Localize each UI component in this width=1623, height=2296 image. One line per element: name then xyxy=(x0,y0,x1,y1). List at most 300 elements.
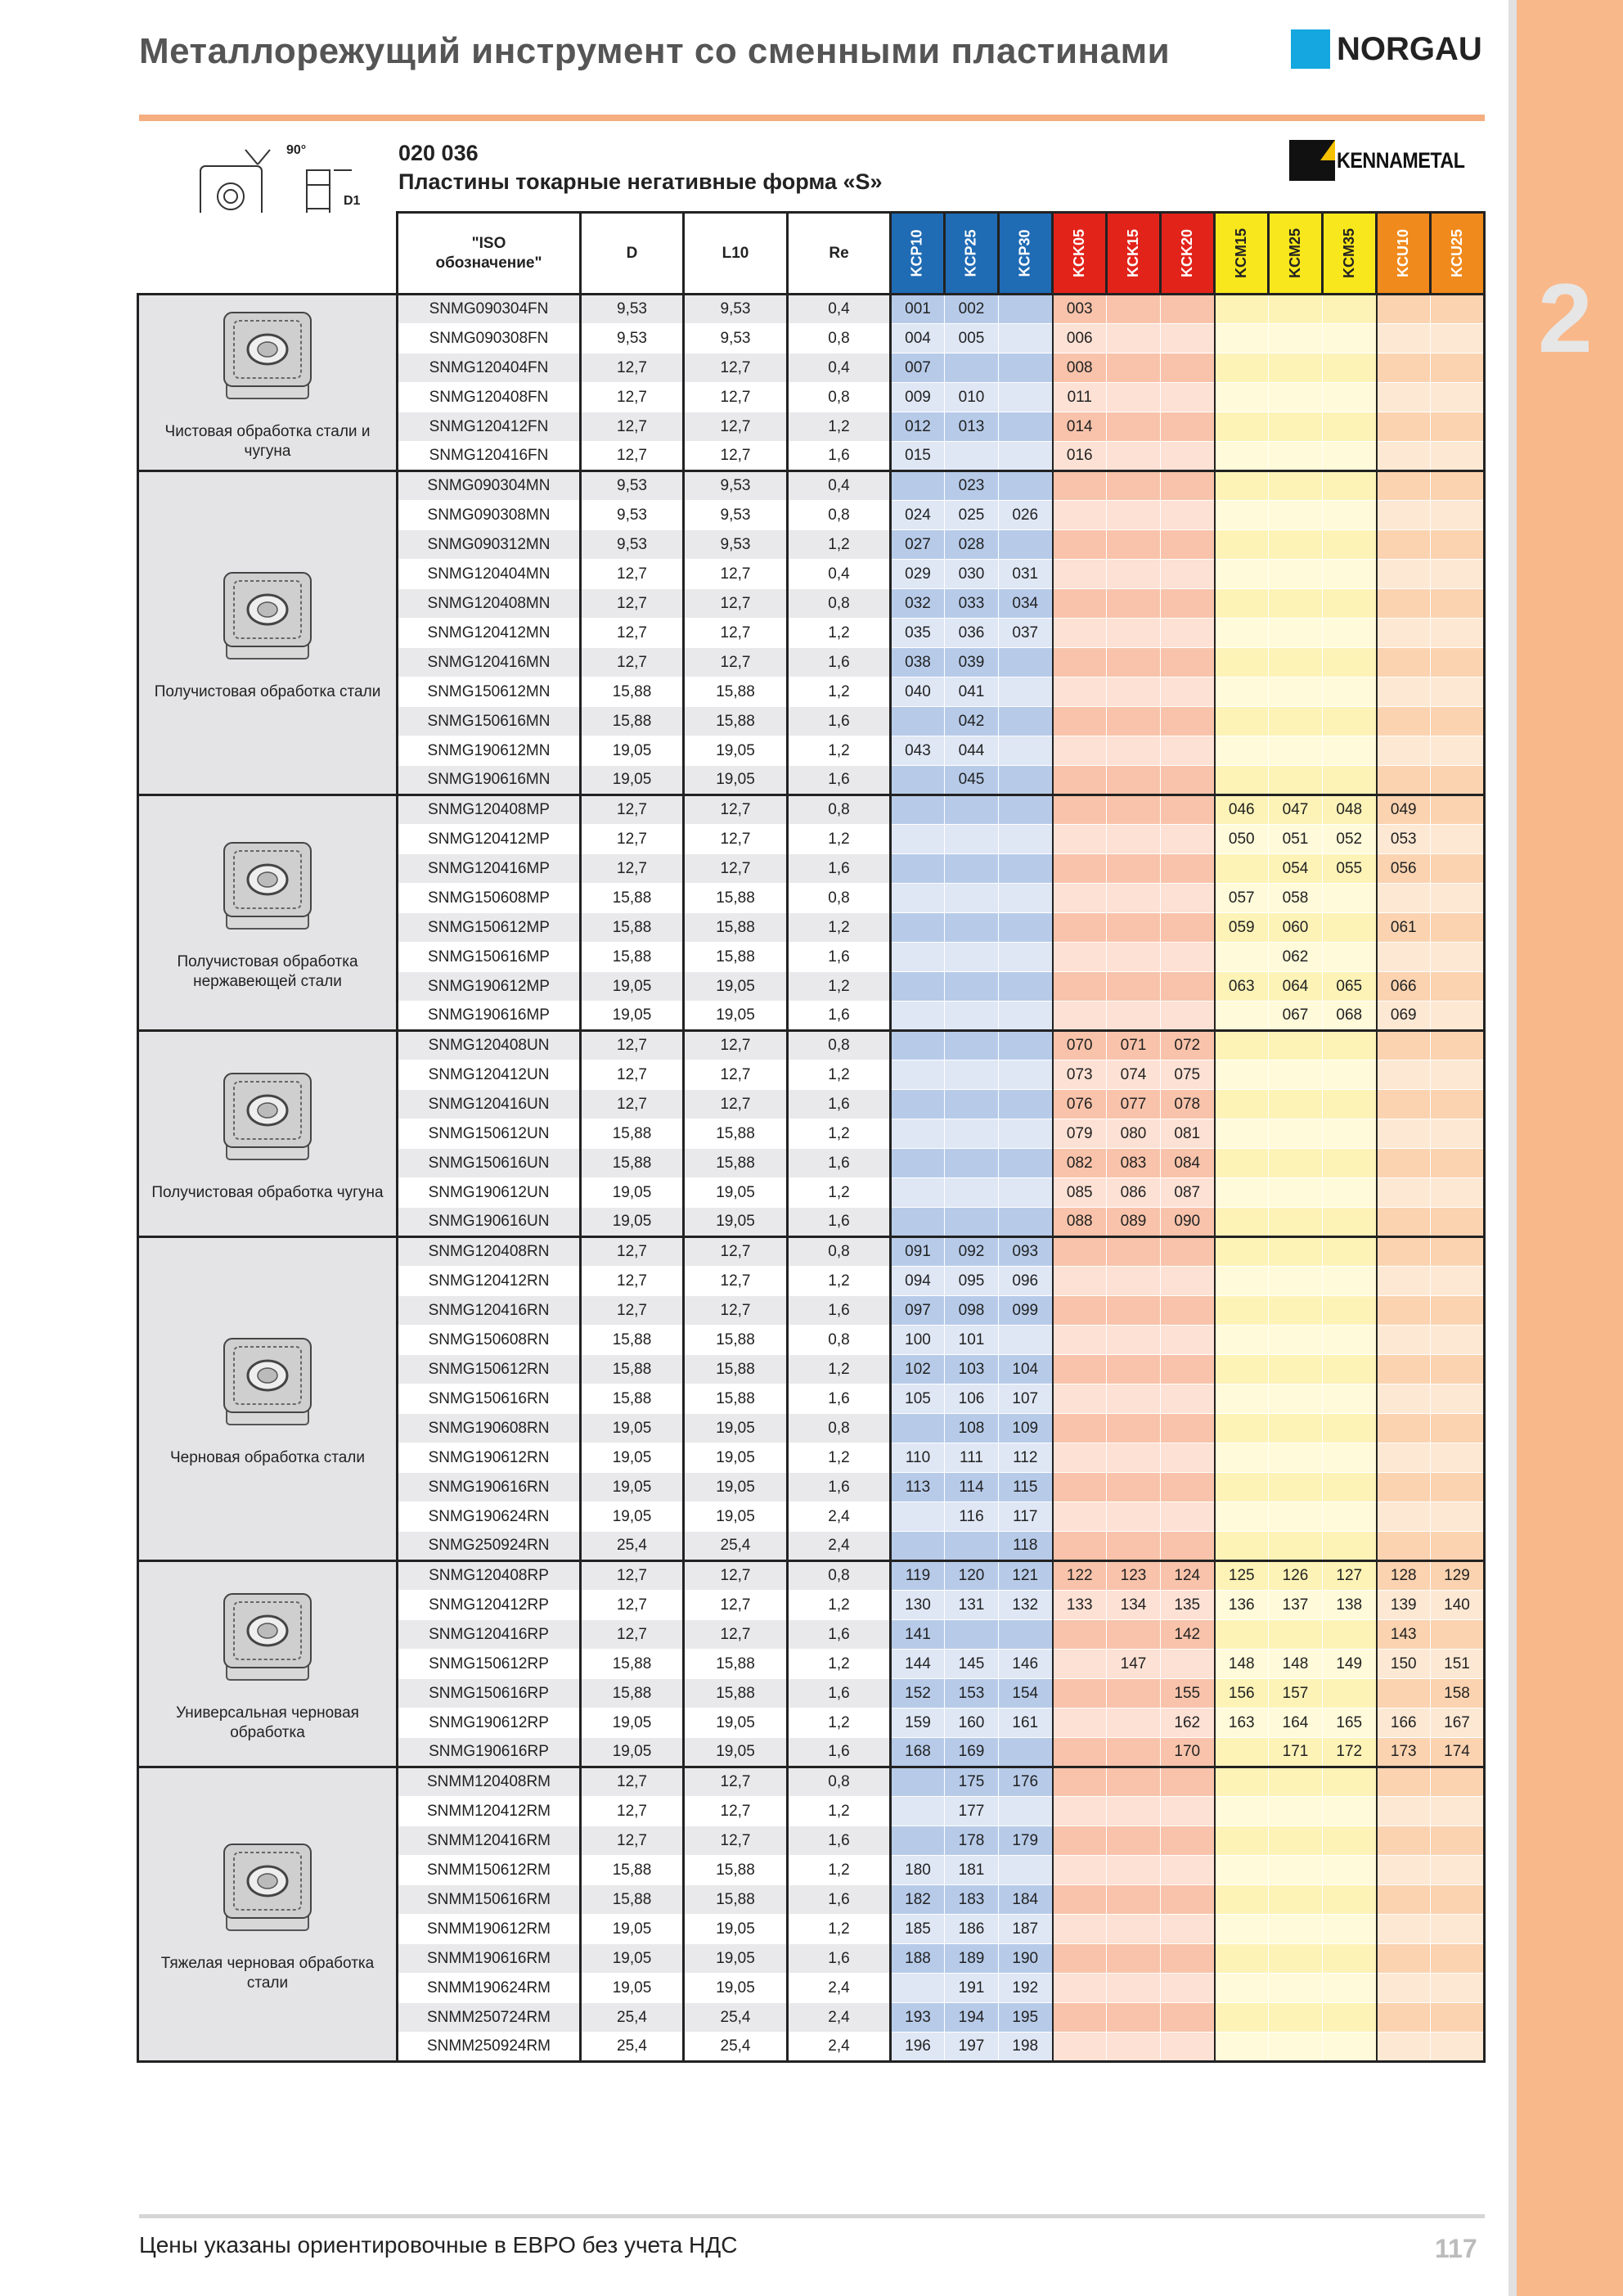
price-code-cell xyxy=(891,1767,945,1797)
price-code-cell xyxy=(891,854,945,884)
d-value-cell: 12,7 xyxy=(581,560,684,589)
price-code-cell xyxy=(1107,412,1161,442)
page-number: 117 xyxy=(1435,2234,1477,2263)
price-code-cell: 087 xyxy=(1161,1178,1215,1208)
l10-value-cell: 19,05 xyxy=(684,766,788,795)
price-code-cell xyxy=(1269,648,1323,678)
iso-designation-cell: SNMM190616RM xyxy=(398,1944,581,1974)
price-code-cell xyxy=(1431,884,1485,913)
price-code-cell xyxy=(1161,795,1215,825)
price-code-cell: 161 xyxy=(999,1708,1053,1738)
price-code-cell: 034 xyxy=(999,589,1053,619)
price-code-cell xyxy=(1377,1679,1431,1708)
price-code-cell: 072 xyxy=(1161,1031,1215,1060)
re-value-cell: 1,2 xyxy=(788,1355,891,1384)
price-code-cell: 099 xyxy=(999,1296,1053,1326)
price-code-cell xyxy=(1107,972,1161,1002)
iso-designation-cell: SNMG250924RN xyxy=(398,1532,581,1561)
price-code-cell xyxy=(1431,1090,1485,1119)
price-code-cell xyxy=(1431,854,1485,884)
iso-designation-cell: SNMG190612UN xyxy=(398,1178,581,1208)
price-code-cell xyxy=(1215,501,1269,530)
price-code-cell: 174 xyxy=(1431,1738,1485,1767)
price-code-cell: 024 xyxy=(891,501,945,530)
price-code-cell xyxy=(999,1208,1053,1237)
price-code-cell xyxy=(1377,501,1431,530)
price-code-cell xyxy=(891,1031,945,1060)
price-code-cell xyxy=(945,1031,999,1060)
price-code-cell: 012 xyxy=(891,412,945,442)
price-code-cell: 058 xyxy=(1269,884,1323,913)
price-code-cell xyxy=(1107,1384,1161,1414)
price-code-cell xyxy=(1431,943,1485,972)
application-group-label: Черновая обработка стали xyxy=(169,1448,366,1466)
l10-value-cell: 15,88 xyxy=(684,707,788,736)
grade-header-label: KCM25 xyxy=(1286,227,1303,278)
price-code-cell: 176 xyxy=(999,1767,1053,1797)
price-code-cell: 049 xyxy=(1377,795,1431,825)
l10-value-cell: 12,7 xyxy=(684,1267,788,1296)
price-code-cell: 153 xyxy=(945,1679,999,1708)
price-code-cell xyxy=(1323,442,1377,471)
price-code-cell: 090 xyxy=(1161,1208,1215,1237)
re-value-cell: 2,4 xyxy=(788,1532,891,1561)
price-code-cell xyxy=(1323,1296,1377,1326)
price-code-cell xyxy=(1215,560,1269,589)
price-code-cell xyxy=(1431,1767,1485,1797)
price-code-cell xyxy=(1377,1060,1431,1090)
price-code-cell xyxy=(1053,1708,1107,1738)
application-group-cell xyxy=(138,1031,398,1237)
l10-value-cell: 12,7 xyxy=(684,1561,788,1591)
price-code-cell xyxy=(1107,1797,1161,1826)
iso-designation-cell: SNMG150616MP xyxy=(398,943,581,972)
price-code-cell xyxy=(1431,1031,1485,1060)
product-code: 020 036 xyxy=(398,141,479,165)
kennametal-logo-icon xyxy=(1289,140,1335,181)
price-code-cell xyxy=(1269,1178,1323,1208)
price-code-cell xyxy=(1377,1237,1431,1267)
price-code-cell: 104 xyxy=(999,1355,1053,1384)
price-code-cell xyxy=(1323,1502,1377,1532)
re-value-cell: 1,6 xyxy=(788,1002,891,1031)
re-value-cell: 0,8 xyxy=(788,1561,891,1591)
price-code-cell xyxy=(999,736,1053,766)
price-code-cell xyxy=(1053,943,1107,972)
price-code-cell: 191 xyxy=(945,1974,999,2003)
price-code-cell xyxy=(1377,1885,1431,1915)
price-code-cell xyxy=(1377,1384,1431,1414)
price-code-cell xyxy=(1215,766,1269,795)
re-value-cell: 0,8 xyxy=(788,501,891,530)
iso-designation-cell: SNMG150616MN xyxy=(398,707,581,736)
price-code-cell: 030 xyxy=(945,560,999,589)
price-code-cell: 143 xyxy=(1377,1620,1431,1650)
price-code-cell xyxy=(1215,1060,1269,1090)
price-code-cell xyxy=(1377,1355,1431,1384)
iso-designation-cell: SNMG090312MN xyxy=(398,530,581,560)
price-code-cell xyxy=(1053,1414,1107,1443)
norgau-logo-icon xyxy=(1291,29,1330,69)
price-code-cell xyxy=(1431,766,1485,795)
d-value-cell: 15,88 xyxy=(581,1149,684,1178)
re-value-cell: 2,4 xyxy=(788,2003,891,2033)
re-value-cell: 1,2 xyxy=(788,1708,891,1738)
price-code-cell xyxy=(891,707,945,736)
price-code-cell: 196 xyxy=(891,2033,945,2062)
price-code-cell xyxy=(1215,1208,1269,1237)
iso-designation-cell: SNMM150616RM xyxy=(398,1885,581,1915)
price-code-cell xyxy=(1377,943,1431,972)
d-value-cell: 15,88 xyxy=(581,1650,684,1679)
price-code-cell: 089 xyxy=(1107,1208,1161,1237)
price-code-cell xyxy=(1377,1208,1431,1237)
price-code-cell: 098 xyxy=(945,1296,999,1326)
column-header-d: D xyxy=(581,213,684,295)
l10-value-cell: 9,53 xyxy=(684,324,788,353)
re-value-cell: 1,2 xyxy=(788,972,891,1002)
price-code-cell xyxy=(1053,1767,1107,1797)
price-code-cell xyxy=(1161,1532,1215,1561)
price-code-cell xyxy=(1377,1178,1431,1208)
price-code-cell: 149 xyxy=(1323,1650,1377,1679)
price-code-cell xyxy=(1053,1502,1107,1532)
price-code-cell xyxy=(1053,1915,1107,1944)
price-code-cell xyxy=(945,913,999,943)
price-code-cell xyxy=(1269,1915,1323,1944)
price-code-cell xyxy=(1431,1002,1485,1031)
price-code-cell: 133 xyxy=(1053,1591,1107,1620)
price-code-cell: 085 xyxy=(1053,1178,1107,1208)
price-code-cell: 118 xyxy=(999,1532,1053,1561)
price-code-cell: 001 xyxy=(891,295,945,324)
re-value-cell: 1,2 xyxy=(788,1856,891,1885)
price-code-cell xyxy=(1215,1355,1269,1384)
price-code-cell xyxy=(1161,442,1215,471)
price-code-cell xyxy=(1377,1767,1431,1797)
price-code-cell xyxy=(1323,324,1377,353)
price-code-cell xyxy=(945,1149,999,1178)
price-code-cell xyxy=(891,1060,945,1090)
price-code-cell xyxy=(945,795,999,825)
re-value-cell: 0,8 xyxy=(788,1414,891,1443)
iso-designation-cell: SNMG190616RP xyxy=(398,1738,581,1767)
d-value-cell: 19,05 xyxy=(581,1708,684,1738)
price-code-cell xyxy=(1377,589,1431,619)
d-value-cell: 25,4 xyxy=(581,1532,684,1561)
price-code-cell xyxy=(1107,471,1161,501)
price-code-cell xyxy=(1323,1208,1377,1237)
price-code-cell xyxy=(999,442,1053,471)
price-code-cell: 093 xyxy=(999,1237,1053,1267)
footer-divider xyxy=(139,2214,1485,2218)
price-code-cell: 192 xyxy=(999,1974,1053,2003)
d-value-cell: 12,7 xyxy=(581,648,684,678)
price-code-cell xyxy=(1431,795,1485,825)
price-code-cell xyxy=(1269,619,1323,648)
price-code-cell: 095 xyxy=(945,1267,999,1296)
price-code-cell xyxy=(1161,1915,1215,1944)
price-code-cell xyxy=(1215,1119,1269,1149)
price-code-cell: 180 xyxy=(891,1856,945,1885)
price-code-cell xyxy=(1377,1149,1431,1178)
price-code-cell xyxy=(1323,530,1377,560)
price-code-cell xyxy=(999,972,1053,1002)
price-code-cell: 171 xyxy=(1269,1738,1323,1767)
price-code-cell xyxy=(1161,1326,1215,1355)
l10-value-cell: 19,05 xyxy=(684,1502,788,1532)
grade-header-label: KCM35 xyxy=(1340,227,1357,278)
application-group-label: Универсальная черновая обработка xyxy=(176,1704,359,1741)
price-code-cell xyxy=(1269,736,1323,766)
price-code-cell xyxy=(1053,1355,1107,1384)
price-code-cell xyxy=(1269,1797,1323,1826)
price-code-cell: 146 xyxy=(999,1650,1053,1679)
price-code-cell xyxy=(1323,1473,1377,1502)
iso-designation-cell: SNMG190612MN xyxy=(398,736,581,766)
l10-value-cell: 15,88 xyxy=(684,678,788,707)
price-code-cell: 009 xyxy=(891,383,945,412)
price-code-cell xyxy=(1161,619,1215,648)
price-code-cell xyxy=(1431,1915,1485,1944)
price-code-cell: 023 xyxy=(945,471,999,501)
price-code-cell xyxy=(1431,1178,1485,1208)
d-value-cell: 12,7 xyxy=(581,795,684,825)
price-code-cell xyxy=(1215,1326,1269,1355)
price-code-cell xyxy=(1215,619,1269,648)
price-code-cell: 065 xyxy=(1323,972,1377,1002)
application-group-label: Получистовая обработка чугуна xyxy=(151,1183,384,1201)
price-code-cell xyxy=(1215,1414,1269,1443)
price-code-cell xyxy=(1107,530,1161,560)
price-code-cell xyxy=(1377,707,1431,736)
d-value-cell: 15,88 xyxy=(581,884,684,913)
price-code-cell xyxy=(1323,707,1377,736)
grade-header-label: KCU25 xyxy=(1449,228,1465,277)
price-code-cell xyxy=(999,854,1053,884)
application-group-label: Получистовая обработка нержавеющей стали xyxy=(177,952,358,990)
price-code-cell xyxy=(1107,1355,1161,1384)
l10-value-cell: 15,88 xyxy=(684,1326,788,1355)
re-value-cell: 1,6 xyxy=(788,1296,891,1326)
price-code-cell xyxy=(1377,560,1431,589)
price-code-cell xyxy=(1377,1267,1431,1296)
price-code-cell xyxy=(999,412,1053,442)
price-code-cell xyxy=(1215,1296,1269,1326)
price-code-cell xyxy=(1107,825,1161,854)
d-value-cell: 15,88 xyxy=(581,1856,684,1885)
grade-header-label: KCM15 xyxy=(1232,227,1249,278)
price-code-cell xyxy=(1377,353,1431,383)
price-code-cell xyxy=(1269,530,1323,560)
l10-value-cell: 19,05 xyxy=(684,1738,788,1767)
price-code-cell xyxy=(1053,1856,1107,1885)
price-code-cell: 069 xyxy=(1377,1002,1431,1031)
price-code-cell: 122 xyxy=(1053,1561,1107,1591)
price-code-cell xyxy=(1053,501,1107,530)
price-code-cell xyxy=(1161,1414,1215,1443)
price-code-cell: 043 xyxy=(891,736,945,766)
re-value-cell: 0,8 xyxy=(788,589,891,619)
l10-value-cell: 19,05 xyxy=(684,1944,788,1974)
price-code-cell: 088 xyxy=(1053,1208,1107,1237)
price-code-cell xyxy=(1431,1326,1485,1355)
price-code-cell xyxy=(1107,383,1161,412)
re-value-cell: 1,2 xyxy=(788,412,891,442)
price-code-cell xyxy=(1107,1679,1161,1708)
price-code-cell xyxy=(1431,1119,1485,1149)
price-code-cell: 026 xyxy=(999,501,1053,530)
price-code-cell: 129 xyxy=(1431,1561,1485,1591)
price-code-cell: 055 xyxy=(1323,854,1377,884)
price-code-cell xyxy=(1161,766,1215,795)
price-code-cell xyxy=(1323,560,1377,589)
price-code-cell xyxy=(1431,1797,1485,1826)
price-code-cell: 084 xyxy=(1161,1149,1215,1178)
price-code-cell xyxy=(1269,766,1323,795)
price-code-cell xyxy=(1053,1473,1107,1502)
iso-designation-cell: SNMM120416RM xyxy=(398,1826,581,1856)
price-code-cell xyxy=(1107,1915,1161,1944)
l10-value-cell: 12,7 xyxy=(684,854,788,884)
price-code-cell xyxy=(1377,619,1431,648)
price-code-cell xyxy=(1161,884,1215,913)
price-code-cell xyxy=(1107,1237,1161,1267)
d-value-cell: 19,05 xyxy=(581,1974,684,2003)
iso-designation-cell: SNMG150612RN xyxy=(398,1355,581,1384)
l10-value-cell: 9,53 xyxy=(684,530,788,560)
price-code-cell: 066 xyxy=(1377,972,1431,1002)
price-code-cell xyxy=(1215,295,1269,324)
price-code-cell xyxy=(1161,2033,1215,2062)
price-code-cell: 172 xyxy=(1323,1738,1377,1767)
price-code-cell xyxy=(999,1031,1053,1060)
d-value-cell: 12,7 xyxy=(581,1031,684,1060)
re-value-cell: 2,4 xyxy=(788,1502,891,1532)
price-code-cell xyxy=(1269,1885,1323,1915)
price-code-cell: 075 xyxy=(1161,1060,1215,1090)
price-code-cell xyxy=(1215,1532,1269,1561)
price-code-cell: 148 xyxy=(1215,1650,1269,1679)
iso-designation-cell: SNMG120416MP xyxy=(398,854,581,884)
iso-designation-cell: SNMG120412RN xyxy=(398,1267,581,1296)
price-code-cell xyxy=(891,1178,945,1208)
iso-designation-cell: SNMG120408MP xyxy=(398,795,581,825)
l10-value-cell: 12,7 xyxy=(684,353,788,383)
price-code-cell xyxy=(999,648,1053,678)
price-code-cell: 061 xyxy=(1377,913,1431,943)
l10-value-cell: 12,7 xyxy=(684,589,788,619)
price-code-cell: 154 xyxy=(999,1679,1053,1708)
price-code-cell: 079 xyxy=(1053,1119,1107,1149)
price-code-cell xyxy=(891,1208,945,1237)
price-code-cell xyxy=(1053,972,1107,1002)
price-code-cell: 037 xyxy=(999,619,1053,648)
re-value-cell: 1,2 xyxy=(788,1443,891,1473)
price-code-cell xyxy=(999,1002,1053,1031)
grade-header-label: KCP25 xyxy=(963,228,979,277)
price-code-cell xyxy=(1107,1296,1161,1326)
l10-value-cell: 19,05 xyxy=(684,1974,788,2003)
price-code-cell: 076 xyxy=(1053,1090,1107,1119)
iso-designation-cell: SNMG190612MP xyxy=(398,972,581,1002)
l10-value-cell: 12,7 xyxy=(684,1767,788,1797)
price-code-cell xyxy=(1215,1237,1269,1267)
re-value-cell: 1,6 xyxy=(788,1679,891,1708)
d-value-cell: 15,88 xyxy=(581,1326,684,1355)
price-code-cell xyxy=(1053,1885,1107,1915)
price-code-cell: 145 xyxy=(945,1650,999,1679)
re-value-cell: 0,8 xyxy=(788,1767,891,1797)
l10-value-cell: 12,7 xyxy=(684,1797,788,1826)
price-code-cell xyxy=(1053,1826,1107,1856)
price-code-cell xyxy=(1053,560,1107,589)
l10-value-cell: 19,05 xyxy=(684,1473,788,1502)
price-code-cell: 175 xyxy=(945,1767,999,1797)
price-code-cell: 139 xyxy=(1377,1591,1431,1620)
price-code-cell xyxy=(1215,1502,1269,1532)
price-code-cell xyxy=(1215,1856,1269,1885)
grade-header xyxy=(1161,213,1215,295)
price-code-cell xyxy=(1161,1237,1215,1267)
price-code-cell xyxy=(1269,501,1323,530)
price-code-cell: 155 xyxy=(1161,1679,1215,1708)
price-code-cell: 091 xyxy=(891,1237,945,1267)
price-code-cell: 077 xyxy=(1107,1090,1161,1119)
price-code-cell xyxy=(1215,471,1269,501)
price-code-cell: 114 xyxy=(945,1473,999,1502)
l10-value-cell: 15,88 xyxy=(684,1119,788,1149)
d-value-cell: 15,88 xyxy=(581,1885,684,1915)
l10-value-cell: 19,05 xyxy=(684,736,788,766)
price-code-cell: 124 xyxy=(1161,1561,1215,1591)
d-value-cell: 19,05 xyxy=(581,1738,684,1767)
price-code-cell: 157 xyxy=(1269,1679,1323,1708)
price-code-cell: 163 xyxy=(1215,1708,1269,1738)
price-code-cell xyxy=(1053,2003,1107,2033)
l10-value-cell: 25,4 xyxy=(684,1532,788,1561)
price-code-cell: 135 xyxy=(1161,1591,1215,1620)
price-code-cell xyxy=(1431,2003,1485,2033)
price-code-cell: 113 xyxy=(891,1473,945,1502)
iso-designation-cell: SNMM150612RM xyxy=(398,1856,581,1885)
d-value-cell: 12,7 xyxy=(581,619,684,648)
price-code-cell xyxy=(1323,1326,1377,1355)
insert-un-icon xyxy=(214,1065,321,1172)
price-code-cell xyxy=(1323,766,1377,795)
price-code-cell xyxy=(1431,648,1485,678)
price-code-cell: 062 xyxy=(1269,943,1323,972)
price-code-cell xyxy=(999,913,1053,943)
price-code-cell xyxy=(1269,2033,1323,2062)
price-code-cell xyxy=(1323,2033,1377,2062)
price-code-cell xyxy=(1107,1826,1161,1856)
price-code-cell xyxy=(1377,1856,1431,1885)
iso-designation-cell: SNMM250924RM xyxy=(398,2033,581,2062)
iso-designation-cell: SNMM120408RM xyxy=(398,1767,581,1797)
price-code-cell xyxy=(1431,1620,1485,1650)
price-code-cell xyxy=(1053,884,1107,913)
price-code-cell xyxy=(1377,1797,1431,1826)
price-code-cell: 025 xyxy=(945,501,999,530)
price-code-cell: 162 xyxy=(1161,1708,1215,1738)
price-code-cell xyxy=(1323,1149,1377,1178)
price-code-cell xyxy=(945,884,999,913)
price-code-cell xyxy=(1431,1856,1485,1885)
price-code-cell xyxy=(1323,1237,1377,1267)
price-code-cell xyxy=(1269,1767,1323,1797)
price-code-cell: 038 xyxy=(891,648,945,678)
